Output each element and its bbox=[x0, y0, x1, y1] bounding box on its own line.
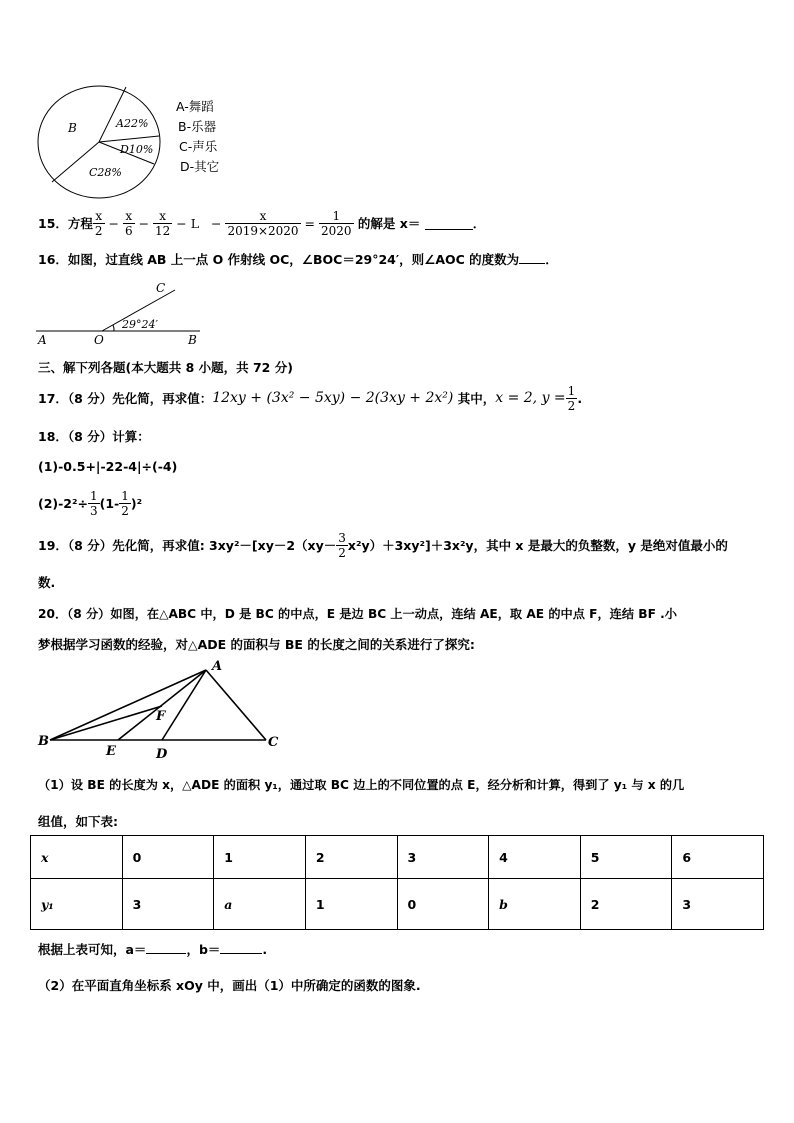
fraction-numerator: 1 bbox=[89, 488, 98, 503]
pie-legend-c: C-声乐 bbox=[179, 139, 218, 154]
table-cell: b bbox=[489, 879, 581, 930]
fraction-denominator: 2020 bbox=[321, 223, 352, 238]
table-cell: 2 bbox=[305, 836, 397, 879]
question-15: 15． 方程 $\frac{x}{2}$ − $\frac{x}{6}$ − $\frac{x}{12}$ − L − $\frac{x}{2019\times 2020}$ = $\frac{1}{2020}$ 的解是 x＝ ． bbox=[38, 208, 486, 238]
q16-text: 16．如图，过直线 AB 上一点 O 作射线 OC，∠BOC＝29°24′，则∠AOC 的度数为 bbox=[38, 252, 520, 267]
question-19-line-2: 数. bbox=[38, 575, 56, 590]
question-20-line-1: 20．（8 分）如图，在△ABC 中，D 是 BC 的中点，E 是边 BC 上一动点，连结 AE，取 AE 的中点 F，连结 BF .小 bbox=[38, 607, 677, 621]
question-20-part-1-line-2: 组值，如下表: bbox=[38, 814, 118, 829]
side-ac bbox=[206, 670, 266, 740]
side-ba bbox=[50, 670, 206, 740]
label-b: B bbox=[38, 734, 49, 749]
values-table bbox=[30, 835, 764, 930]
fraction-numerator: 1 bbox=[121, 488, 129, 503]
fraction-numerator: x bbox=[225, 209, 300, 224]
label-a: A bbox=[212, 659, 223, 674]
answer-a-label: 根据上表可知，a＝ bbox=[38, 942, 147, 957]
label-c: C bbox=[268, 735, 279, 750]
label-a: A bbox=[38, 333, 47, 346]
pie-label-a: A22% bbox=[116, 117, 149, 130]
label-e: E bbox=[106, 744, 116, 759]
q19-part-b: x²y）＋3xy²]＋3x²y，其中 x 是最大的负整数，y 是绝对值最小的 bbox=[347, 538, 728, 553]
table-cell: 5 bbox=[580, 836, 672, 879]
table-cell: x bbox=[31, 836, 123, 879]
q17-expression: 12xy + (3x² − 5xy) − 2(3xy + 2x²) bbox=[212, 390, 454, 406]
q17-fraction bbox=[566, 384, 578, 413]
fraction-denominator: 2 bbox=[94, 223, 103, 238]
q15-fraction-2 bbox=[123, 209, 135, 238]
fraction-denominator: 2 bbox=[567, 398, 576, 413]
q16-end: ． bbox=[545, 252, 558, 267]
fraction-numerator: 1 bbox=[567, 383, 576, 398]
table-row bbox=[31, 879, 764, 930]
question-20-line-2: 梦根据学习函数的经验，对△ADE 的面积与 BE 的长度之间的关系进行了探究: bbox=[38, 637, 475, 652]
table-cell: a bbox=[214, 879, 306, 930]
table-cell: 6 bbox=[672, 836, 764, 879]
table-cell: 3 bbox=[672, 879, 764, 930]
section-heading: 三、解下列各题(本大题共 8 小题，共 72 分) bbox=[38, 360, 293, 375]
pie-label-c: C28% bbox=[89, 166, 122, 179]
q15-end: ． bbox=[472, 216, 486, 231]
question-18-part-1: (1)-0.5+|-22-4|÷(-4) bbox=[38, 459, 178, 474]
pie-legend-a: A-舞蹈 bbox=[176, 99, 214, 114]
question-20-part-2: （2）在平面直角坐标系 xOy 中，画出（1）中所确定的函数的图象. bbox=[38, 978, 421, 993]
question-17 bbox=[38, 378, 582, 418]
question-19 bbox=[38, 526, 728, 564]
q15-number: 15． bbox=[38, 216, 68, 231]
q15-fraction-4 bbox=[225, 209, 300, 238]
fraction-numerator: x bbox=[153, 209, 172, 224]
fraction-numerator: 1 bbox=[319, 209, 354, 224]
q18-p2-c: )² bbox=[130, 495, 143, 511]
label-f: F bbox=[156, 709, 166, 724]
q18-fraction-1 bbox=[88, 489, 100, 518]
q15-ellipsis: L bbox=[190, 215, 200, 231]
q15-fraction-5 bbox=[319, 209, 354, 238]
angle-figure bbox=[30, 276, 210, 346]
table-cell: 3 bbox=[397, 836, 489, 879]
table-cell: 3 bbox=[122, 879, 214, 930]
segment-ae bbox=[118, 670, 206, 740]
answer-b-label: ，b＝ bbox=[186, 942, 221, 957]
answer-a-blank bbox=[146, 941, 186, 954]
q17-head: 17．（8 分）先化简，再求值： bbox=[38, 391, 213, 406]
table-cell: 4 bbox=[489, 836, 581, 879]
table-cell: 0 bbox=[122, 836, 214, 879]
q15-fraction-3 bbox=[153, 209, 172, 238]
triangle-figure bbox=[34, 656, 284, 760]
q15-suffix: 的解是 x＝ bbox=[357, 216, 421, 231]
fraction-numerator: x bbox=[123, 209, 135, 224]
label-angle: 29°24′ bbox=[122, 318, 158, 331]
q16-answer-blank bbox=[519, 251, 545, 264]
table-cell: y₁ bbox=[31, 879, 123, 930]
question-20-table-answers bbox=[38, 940, 267, 958]
answers-end: . bbox=[262, 942, 268, 957]
pie-divider-ad bbox=[99, 136, 159, 142]
angle-arc bbox=[113, 325, 114, 331]
q15-prefix: 方程 bbox=[67, 216, 93, 231]
label-o: O bbox=[94, 333, 104, 346]
fraction-denominator: 2019×2020 bbox=[227, 223, 299, 238]
fraction-denominator: 6 bbox=[124, 223, 133, 238]
label-b: B bbox=[188, 333, 197, 346]
table-cell: 1 bbox=[214, 836, 306, 879]
question-16 bbox=[38, 250, 558, 268]
fraction-denominator: 2 bbox=[338, 545, 346, 560]
pie-chart-figure bbox=[34, 84, 164, 202]
q19-fraction bbox=[336, 531, 348, 560]
label-c: C bbox=[156, 281, 166, 295]
question-20-part-1-line-1: （1）设 BE 的长度为 x，△ADE 的面积 y₁，通过取 BC 边上的不同位置的点 E，经分析和计算，得到了 y₁ 与 x 的几 bbox=[38, 778, 685, 792]
fraction-denominator: 2 bbox=[121, 503, 129, 518]
table-cell: 2 bbox=[580, 879, 672, 930]
q18-p2-a: (2)-2²÷ bbox=[38, 495, 88, 511]
table-cell: 1 bbox=[305, 879, 397, 930]
q18-p2-b: (1- bbox=[99, 495, 120, 511]
q15-answer-blank bbox=[425, 217, 473, 230]
q15-fraction-1 bbox=[93, 209, 105, 238]
label-d: D bbox=[156, 747, 168, 760]
q17-condition: x = 2, y = bbox=[495, 390, 566, 406]
pie-divider-ab bbox=[99, 87, 126, 142]
pie-legend-d: D-其它 bbox=[180, 159, 220, 174]
fraction-denominator: 12 bbox=[155, 223, 171, 238]
q18-fraction-2 bbox=[119, 489, 131, 518]
fraction-denominator: 3 bbox=[89, 503, 98, 518]
segment-bf bbox=[50, 706, 162, 740]
answer-b-blank bbox=[220, 941, 262, 954]
pie-label-b: B bbox=[68, 121, 77, 135]
table-cell: 0 bbox=[397, 879, 489, 930]
fraction-numerator: x bbox=[93, 209, 105, 224]
pie-label-d: D10% bbox=[120, 143, 154, 156]
q17-end: . bbox=[577, 390, 583, 406]
question-18-part-2 bbox=[38, 484, 142, 522]
table-row bbox=[31, 836, 764, 879]
q19-part-a: 19．（8 分）先化简，再求值: 3xy²－[xy－2（xy－ bbox=[38, 538, 337, 553]
question-18-head: 18．（8 分）计算： bbox=[38, 429, 150, 444]
fraction-numerator: 3 bbox=[338, 530, 346, 545]
q17-mid: 其中， bbox=[457, 391, 496, 406]
pie-legend-b: B-乐器 bbox=[178, 119, 217, 134]
